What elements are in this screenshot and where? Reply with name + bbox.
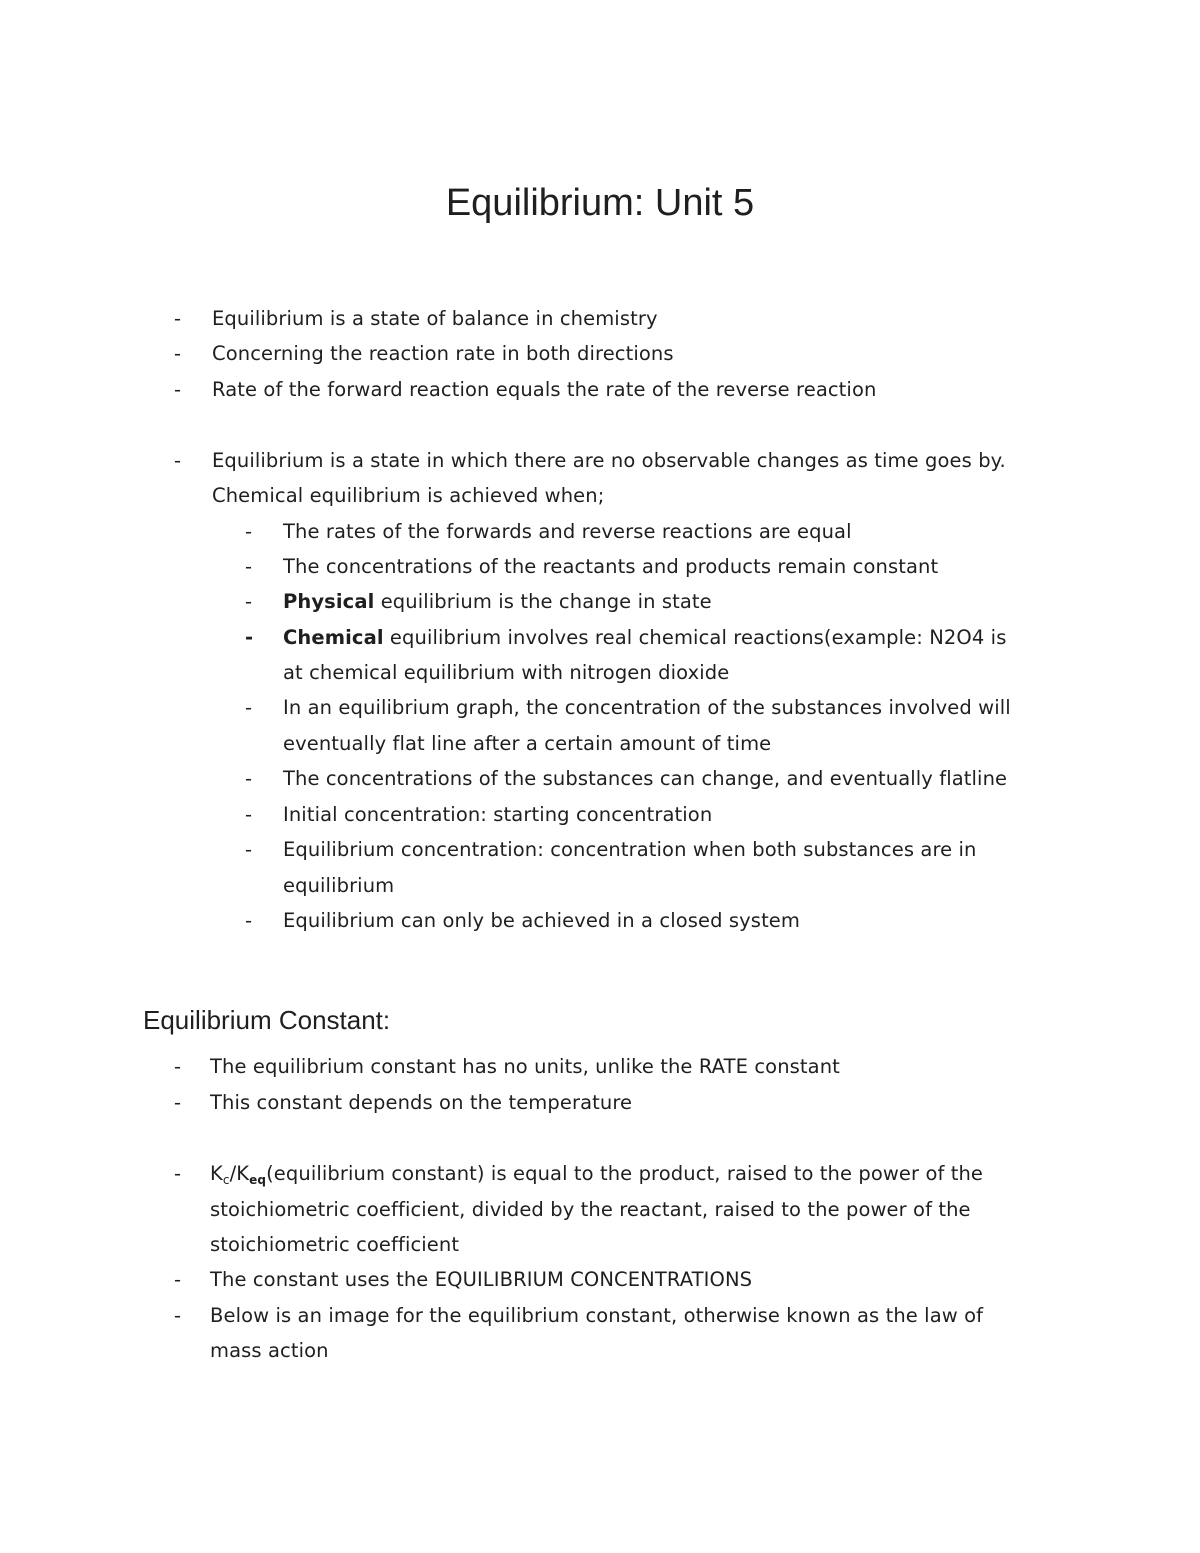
sub-list-item: In an equilibrium graph, the concentration of the substances involved will bbox=[283, 696, 1011, 719]
list-item-continuation: mass action bbox=[210, 1339, 329, 1362]
list-item: The equilibrium constant has no units, unlike the RATE constant bbox=[210, 1055, 840, 1078]
bullet-dash: - bbox=[174, 1055, 182, 1078]
bullet-dash: - bbox=[174, 1304, 182, 1327]
sub-list-item: Initial concentration: starting concentration bbox=[283, 803, 713, 826]
bullet-dash: - bbox=[245, 520, 253, 543]
page-title: Equilibrium: Unit 5 bbox=[445, 182, 755, 224]
bold-term: Chemical bbox=[283, 626, 384, 649]
bullet-dash: - bbox=[174, 449, 182, 472]
bullet-dash: - bbox=[245, 909, 253, 932]
list-item: Equilibrium is a state in which there are no observable changes as time goes by. bbox=[212, 449, 1006, 472]
bullet-dash: - bbox=[174, 1268, 182, 1291]
bullet-dash: - bbox=[245, 696, 253, 719]
sub-list-item-text: equilibrium is the change in state bbox=[374, 590, 712, 613]
sub-list-item: The rates of the forwards and reverse reactions are equal bbox=[283, 520, 852, 543]
section-heading: Equilibrium Constant: bbox=[143, 1005, 391, 1035]
list-item bbox=[210, 1156, 983, 1191]
bullet-dash: - bbox=[174, 1162, 182, 1185]
list-item: The constant uses the EQUILIBRIUM CONCENTRATIONS bbox=[210, 1268, 753, 1291]
bullet-dash: - bbox=[245, 626, 254, 649]
sub-list-item-continuation: equilibrium bbox=[283, 874, 395, 897]
k-symbol: K bbox=[210, 1162, 223, 1185]
k-symbol: /K bbox=[229, 1162, 250, 1185]
sub-list-item: The concentrations of the reactants and products remain constant bbox=[283, 555, 939, 578]
subscript-c: c bbox=[222, 1173, 230, 1187]
bullet-dash: - bbox=[245, 838, 253, 861]
list-item-continuation: stoichiometric coefficient bbox=[210, 1233, 460, 1256]
sub-list-item: The concentrations of the substances can change, and eventually flatline bbox=[283, 767, 1008, 790]
sub-list-item: Equilibrium can only be achieved in a closed system bbox=[283, 909, 801, 932]
list-item: This constant depends on the temperature bbox=[210, 1091, 633, 1114]
bullet-dash: - bbox=[174, 342, 182, 365]
list-item: Equilibrium is a state of balance in chemistry bbox=[212, 307, 658, 330]
sub-list-item bbox=[283, 620, 1006, 655]
bold-term: Physical bbox=[283, 590, 375, 613]
bullet-dash: - bbox=[245, 555, 253, 578]
list-item: Rate of the forward reaction equals the rate of the reverse reaction bbox=[212, 378, 877, 401]
bullet-dash: - bbox=[174, 1091, 182, 1114]
sub-list-item-text: equilibrium involves real chemical reactions(example: N2O4 is bbox=[383, 626, 1007, 649]
bullet-dash: - bbox=[174, 307, 182, 330]
sub-list-item bbox=[283, 584, 712, 619]
bullet-dash: - bbox=[245, 590, 253, 613]
bullet-dash: - bbox=[245, 803, 253, 826]
list-item: Below is an image for the equilibrium constant, otherwise known as the law of bbox=[210, 1304, 984, 1327]
bullet-dash: - bbox=[174, 378, 182, 401]
list-item-text: (equilibrium constant) is equal to the product, raised to the power of the bbox=[266, 1162, 984, 1185]
list-item-continuation: Chemical equilibrium is achieved when; bbox=[212, 484, 605, 507]
sub-list-item: Equilibrium concentration: concentration when both substances are in bbox=[283, 838, 977, 861]
bullet-dash: - bbox=[245, 767, 253, 790]
sub-list-item-continuation: eventually flat line after a certain amount of time bbox=[283, 732, 772, 755]
list-item-continuation: stoichiometric coefficient, divided by the reactant, raised to the power of the bbox=[210, 1198, 971, 1221]
sub-list-item-continuation: at chemical equilibrium with nitrogen dioxide bbox=[283, 661, 730, 684]
list-item: Concerning the reaction rate in both directions bbox=[212, 342, 674, 365]
subscript-eq: eq bbox=[249, 1173, 267, 1187]
